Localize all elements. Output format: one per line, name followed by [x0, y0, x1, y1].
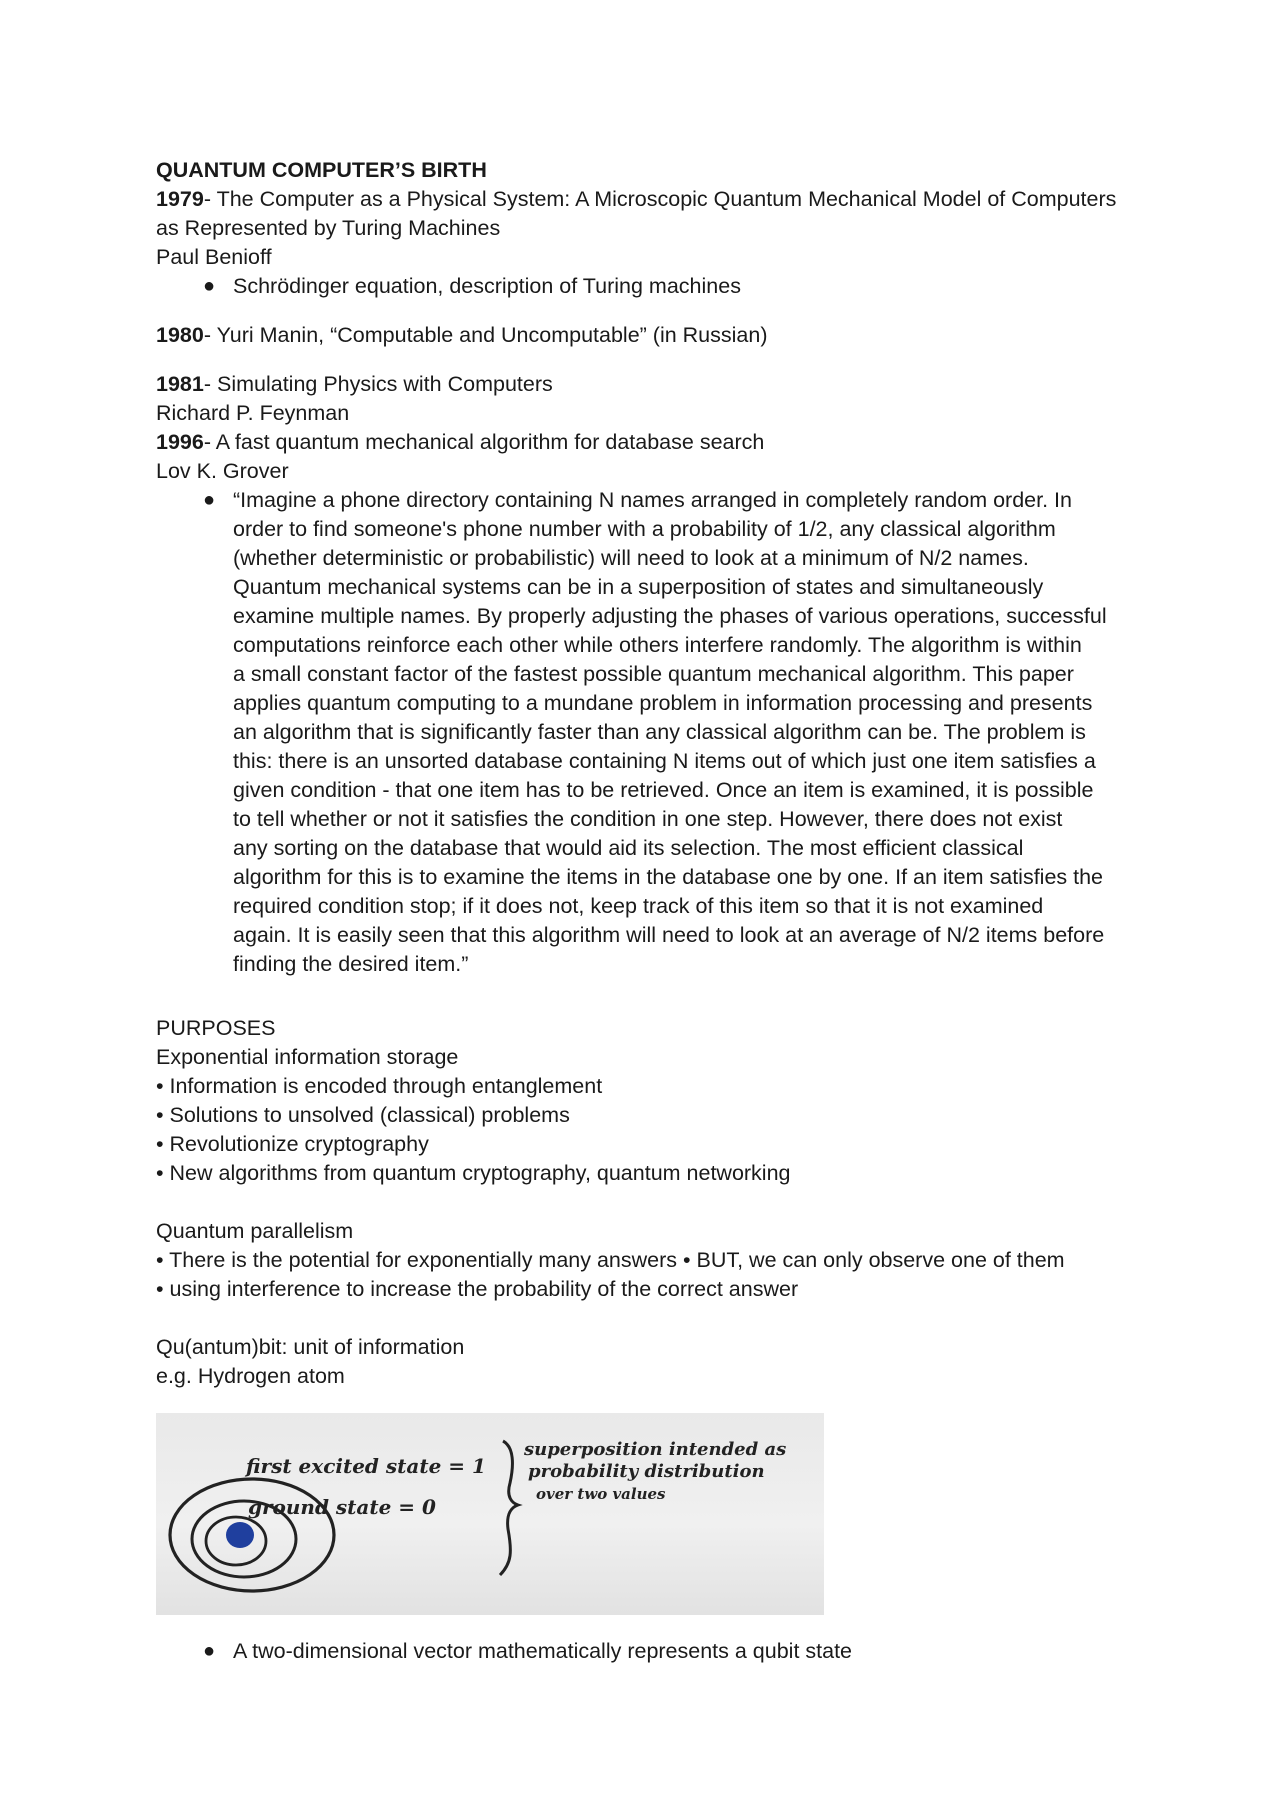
quote-line: this: there is an unsorted database containing N items out of which just one item satisfies a	[233, 749, 1096, 773]
entry-title: - Simulating Physics with Computers	[203, 372, 553, 396]
qubit-heading: Qu(antum)bit: unit of information	[156, 1335, 465, 1359]
bullet-item	[156, 1637, 1126, 1666]
entry-author: Richard P. Feynman	[156, 401, 350, 425]
quote-line: applies quantum computing to a mundane problem in information processing and presents	[233, 691, 1093, 715]
entry-title: - The Computer as a Physical System: A Microscopic Quantum Mechanical Model of Computers	[203, 187, 1117, 211]
bullet-text: Schrödinger equation, description of Turing machines	[233, 274, 741, 298]
purposes-heading: PURPOSES	[156, 1016, 276, 1040]
label-excited-state: first excited state = 1	[246, 1454, 486, 1478]
entry-1979-line1	[156, 185, 1126, 214]
purposes-subheading: Exponential information storage	[156, 1045, 459, 1069]
entry-title: - Yuri Manin, “Computable and Uncomputable” (in Russian)	[203, 323, 768, 347]
quote-line: Quantum mechanical systems can be in a superposition of states and simultaneously	[233, 575, 1044, 599]
quote-line: finding the desired item.”	[233, 952, 469, 976]
qubit-example: e.g. Hydrogen atom	[156, 1364, 345, 1388]
entry-year: 1979	[156, 187, 204, 211]
bullet-icon: ●	[202, 1640, 216, 1662]
nucleus	[226, 1522, 254, 1548]
grover-quote	[233, 486, 1126, 979]
quote-line: examine multiple names. By properly adjusting the phases of various operations, successful	[233, 604, 1107, 628]
quote-line: given condition - that one item has to be retrieved. Once an item is examined, it is possible	[233, 778, 1094, 802]
bullet-icon: ●	[202, 275, 216, 297]
parallelism-item: • There is the potential for exponentially many answers • BUT, we can only observe one of them	[156, 1248, 1065, 1272]
entry-title: - A fast quantum mechanical algorithm for database search	[203, 430, 765, 454]
entry-1996	[156, 428, 1126, 457]
quote-line: required condition stop; if it does not, keep track of this item so that it is not examined	[233, 894, 1044, 918]
quote-line: a small constant factor of the fastest possible quantum mechanical algorithm. This paper	[233, 662, 1074, 686]
purposes-item: • Solutions to unsolved (classical) problems	[156, 1103, 570, 1127]
purposes-item: • Information is encoded through entanglement	[156, 1074, 603, 1098]
entry-1979-line2: as Represented by Turing Machines	[156, 216, 501, 240]
entry-1980	[156, 321, 1126, 350]
hydrogen-atom-sketch-photo	[156, 1413, 824, 1615]
curly-brace	[500, 1441, 518, 1575]
note-line-2: probability distribution	[528, 1461, 765, 1482]
quote-line: an algorithm that is significantly faster than any classical algorithm can be. The problem is	[233, 720, 1086, 744]
bullet-icon: ●	[202, 489, 216, 511]
quote-line: any sorting on the database that would aid its selection. The most efficient classical	[233, 836, 1024, 860]
bullet-item	[156, 272, 1126, 301]
purposes-item: • New algorithms from quantum cryptography, quantum networking	[156, 1161, 791, 1185]
qubit-bullet	[156, 1637, 1126, 1666]
note-line-3: over two values	[536, 1485, 666, 1503]
quote-line: (whether deterministic or probabilistic) will need to look at a minimum of N/2 names.	[233, 546, 1029, 570]
document-page	[156, 156, 1126, 1391]
quote-line: order to find someone's phone number with a probability of 1/2, any classical algorithm	[233, 517, 1056, 541]
quote-bullet	[156, 486, 1126, 979]
label-ground-state: ground state = 0	[248, 1495, 436, 1519]
entry-year: 1996	[156, 430, 204, 454]
bullet-text: A two-dimensional vector mathematically represents a qubit state	[233, 1639, 853, 1663]
quote-line: to tell whether or not it satisfies the condition in one step. However, there does not exist	[233, 807, 1063, 831]
entry-author: Paul Benioff	[156, 245, 272, 269]
section-heading: QUANTUM COMPUTER’S BIRTH	[156, 158, 487, 182]
quote-line: “Imagine a phone directory containing N names arranged in completely random order. In	[233, 488, 1072, 512]
entry-author: Lov K. Grover	[156, 459, 289, 483]
quote-line: again. It is easily seen that this algorithm will need to look at an average of N/2 items before	[233, 923, 1105, 947]
quote-line: computations reinforce each other while others interfere randomly. The algorithm is within	[233, 633, 1082, 657]
entry-year: 1980	[156, 323, 204, 347]
purposes-item: • Revolutionize cryptography	[156, 1132, 429, 1156]
quote-line: algorithm for this is to examine the items in the database one by one. If an item satisfies the	[233, 865, 1104, 889]
entry-1981	[156, 370, 1126, 399]
parallelism-item: • using interference to increase the probability of the correct answer	[156, 1277, 799, 1301]
parallelism-heading: Quantum parallelism	[156, 1219, 354, 1243]
entry-year: 1981	[156, 372, 204, 396]
hydrogen-atom-sketch	[156, 1413, 824, 1615]
note-line-1: superposition intended as	[524, 1439, 787, 1460]
